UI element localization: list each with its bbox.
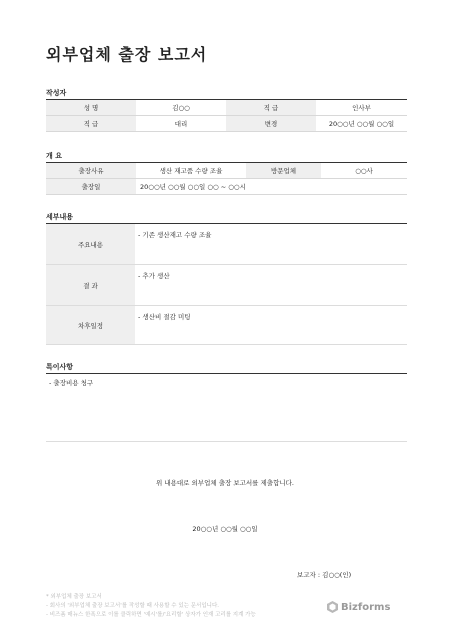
special-notes-bottom-rule bbox=[46, 441, 407, 442]
table-row bbox=[46, 224, 407, 265]
bizforms-logo-icon bbox=[327, 601, 338, 613]
footer-note-line: - 비즈폼 매뉴스 한폭으로 이를 클릭하면 '예시'를/'요리할' 상자가 인재 고리를 지계 가능 bbox=[46, 612, 256, 618]
special-notes-rule bbox=[46, 373, 407, 374]
table-row bbox=[46, 179, 407, 195]
document-title: 외부업체 출장 보고서 bbox=[46, 45, 208, 64]
table-row bbox=[46, 306, 407, 345]
next-schedule-value: - 생산비 절감 미팅 bbox=[138, 313, 191, 321]
trip-date-label: 출장일 bbox=[46, 179, 136, 195]
department-value: 인사부 bbox=[316, 100, 407, 116]
table-row bbox=[46, 265, 407, 306]
trip-reason-value: 생산 재고품 수량 조율 bbox=[136, 163, 246, 179]
name-label: 성 명 bbox=[46, 100, 136, 116]
visited-company-value: ○○사 bbox=[321, 163, 407, 179]
reporter-signature: 보고자 : 김○○(인) bbox=[297, 571, 352, 579]
trip-reason-label: 출장사유 bbox=[46, 163, 136, 179]
result-value: - 추가 생산 bbox=[138, 272, 170, 280]
change-label: 변경 bbox=[226, 116, 316, 132]
footer-note-line: - 회사의 '외부업체 출장 보고서'를 작성할 때 사용할 수 있는 문서입니다. bbox=[46, 603, 220, 609]
submission-statement: 위 내용대로 외부업체 출장 보고서를 제출합니다. bbox=[156, 479, 294, 487]
rank-value: 대리 bbox=[136, 116, 226, 132]
brand-name: Bizforms bbox=[341, 601, 391, 613]
details-table bbox=[46, 224, 407, 344]
result-label: 결 과 bbox=[46, 265, 135, 305]
table-row bbox=[46, 116, 407, 132]
table-row bbox=[46, 163, 407, 179]
main-content-value: - 기존 생산재고 수량 조율 bbox=[138, 231, 212, 239]
details-section-heading: 세부내용 bbox=[46, 213, 74, 221]
special-notes-heading: 특이사항 bbox=[46, 363, 74, 371]
author-table bbox=[46, 100, 407, 132]
table-row bbox=[46, 100, 407, 116]
footer-note-title: * 외부업체 출장 보고서 bbox=[46, 594, 102, 600]
change-date-value: 20○○년 ○○월 ○○일 bbox=[316, 116, 407, 132]
next-schedule-label: 차후일정 bbox=[46, 306, 135, 344]
main-content-label: 주요내용 bbox=[46, 224, 135, 264]
author-section-heading: 작성자 bbox=[46, 89, 67, 97]
special-notes-text: - 출장비용 청구 bbox=[49, 379, 94, 387]
trip-date-value: 20○○년 ○○월 ○○일 ○○ ~ ○○시 bbox=[136, 179, 407, 195]
rank-label: 직 급 bbox=[226, 100, 316, 116]
rank-label: 직 급 bbox=[46, 116, 136, 132]
bizforms-logo bbox=[327, 601, 390, 613]
submission-date: 20○○년 ○○월 ○○일 bbox=[192, 525, 258, 533]
overview-section-heading: 개 요 bbox=[46, 152, 62, 160]
overview-table bbox=[46, 163, 407, 195]
name-value: 김○○ bbox=[136, 100, 226, 116]
visited-company-label: 방문업체 bbox=[246, 163, 321, 179]
